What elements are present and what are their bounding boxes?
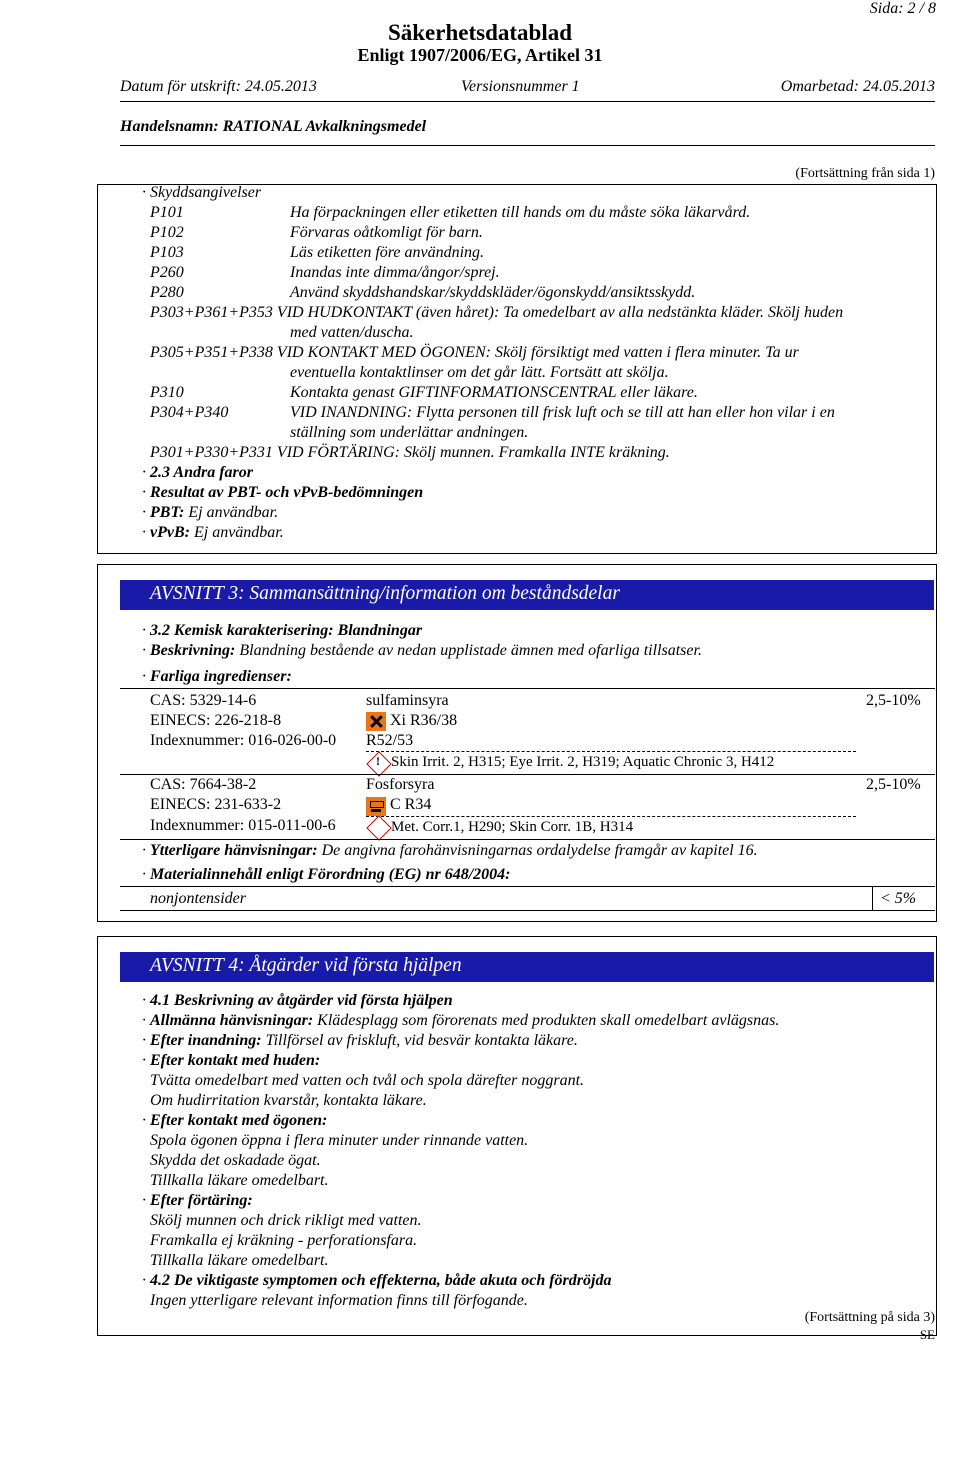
p-code: P102	[150, 224, 184, 241]
index-number: Indexnummer: 015-011-00-6	[150, 817, 336, 834]
content-value: < 5%	[880, 890, 917, 907]
ingredients-rule	[120, 688, 935, 689]
page-number: Sida: 2 / 8	[869, 0, 936, 17]
cas-number: CAS: 5329-14-6	[150, 692, 257, 709]
skin-line: Om hudirritation kvarstår, kontakta läkare.	[150, 1092, 427, 1109]
c-corrosive-icon	[366, 797, 386, 816]
clp-classification: Met. Corr.1, H290; Skin Corr. 1B, H314	[391, 819, 634, 835]
language-code: SE	[919, 1327, 935, 1342]
dsd-classification: Xi R36/38	[390, 712, 458, 729]
symptoms-heading: · 4.2 De viktigaste symptomen och effekterna, både akuta och fördröjda	[142, 1272, 612, 1289]
skin-heading: · Efter kontakt med huden:	[142, 1052, 321, 1069]
header-rule	[120, 101, 935, 102]
section4-title-bar	[120, 952, 934, 982]
section3-title-bar	[120, 580, 934, 610]
eye-line: Spola ögonen öppna i flera minuter under rinnande vatten.	[150, 1132, 529, 1149]
p304-line1: VID INANDNING: Flytta personen till frisk luft och se till att han eller hon vilar i en	[290, 404, 835, 421]
p-code: P260	[150, 264, 184, 281]
header-rule-2	[120, 145, 935, 146]
vpvb-line: · vPvB: Ej användbar.	[142, 524, 284, 541]
section4-sub: · 4.1 Beskrivning av åtgärder vid första hjälpen	[142, 992, 453, 1009]
general-advice: · Allmänna hänvisningar: Klädesplagg som förorenats med produkten skall omedelbart avlägsnas.	[142, 1012, 780, 1029]
material-content-heading: · Materialinnehåll enligt Förordning (EG) nr 648/2004:	[142, 866, 511, 883]
p303-line2: med vatten/duscha.	[290, 324, 414, 341]
ingestion-line: Skölj munnen och drick rikligt med vatten.	[150, 1212, 422, 1229]
einecs-number: EINECS: 226-218-8	[150, 712, 282, 729]
content-rule-bottom	[120, 910, 935, 911]
p-text: Läs etiketten före användning.	[290, 244, 485, 261]
content-divider	[872, 886, 873, 910]
p-code: P310	[150, 384, 184, 401]
section4-title: AVSNITT 4: Åtgärder vid första hjälpen	[150, 955, 462, 976]
ingestion-heading: · Efter förtäring:	[142, 1192, 253, 1209]
p-code: P304+P340	[150, 404, 229, 421]
p304-line2: ställning som underlättar andningen.	[290, 424, 529, 441]
divider	[366, 816, 856, 817]
skin-line: Tvätta omedelbart med vatten och tvål och spola därefter noggrant.	[150, 1072, 585, 1089]
continuation-to: (Fortsättning på sida 3)	[804, 1310, 935, 1325]
ingestion-line: Framkalla ej kräkning - perforationsfara.	[150, 1232, 418, 1249]
concentration: 2,5-10%	[866, 776, 921, 793]
p305-line1: P305+P351+P338 VID KONTAKT MED ÖGONEN: Skölj försiktigt med vatten i flera minuter. Ta ur	[150, 344, 799, 361]
document-title: Säkerhetsdatablad	[387, 20, 573, 45]
p-text: Ha förpackningen eller etiketten till hands om du måste söka läkarvård.	[290, 204, 751, 221]
dsd-classification: C R34	[390, 796, 432, 813]
precautions-heading: · Skyddsangivelser	[142, 184, 262, 201]
p-text: Kontakta genast GIFTINFORMATIONSCENTRAL eller läkare.	[290, 384, 698, 401]
substance-name: Fosforsyra	[366, 776, 435, 793]
ingestion-line: Tillkalla läkare omedelbart.	[150, 1252, 329, 1269]
section3-description: · Beskrivning: Blandning bestående av nedan upplistade ämnen med ofarliga tillsatser.	[142, 642, 702, 659]
p-code: P280	[150, 284, 184, 301]
p305-line2: eventuella kontaktlinser om det går lätt. Fortsätt att skölja.	[290, 364, 669, 381]
divider	[366, 751, 856, 752]
eye-line: Skydda det oskadade ögat.	[150, 1152, 321, 1169]
eye-line: Tillkalla läkare omedelbart.	[150, 1172, 329, 1189]
substance-name: sulfaminsyra	[366, 692, 449, 709]
continuation-from: (Fortsättning från sida 1)	[795, 166, 935, 181]
pbt-heading: · Resultat av PBT- och vPvB-bedömningen	[142, 484, 424, 501]
ingredients-heading: · Farliga ingredienser:	[142, 668, 292, 685]
einecs-number: EINECS: 231-633-2	[150, 796, 282, 813]
trade-name: Handelsnamn: RATIONAL Avkalkningsmedel	[120, 118, 427, 135]
version-number: Versionsnummer 1	[461, 78, 580, 95]
content-rule	[120, 886, 935, 887]
after-inhalation: · Efter inandning: Tillförsel av friskluft, vid besvär kontakta läkare.	[142, 1032, 578, 1049]
pbt-line: · PBT: Ej användbar.	[142, 504, 279, 521]
other-hazards-heading: · 2.3 Andra faror	[142, 464, 253, 481]
concentration: 2,5-10%	[866, 692, 921, 709]
ingredient-rule	[120, 839, 935, 840]
symptoms-text: Ingen ytterligare relevant information finns till förfogande.	[150, 1292, 528, 1309]
eye-heading: · Efter kontakt med ögonen:	[142, 1112, 328, 1129]
revision-date: Omarbetad: 24.05.2013	[780, 78, 935, 95]
p-text: Använd skyddshandskar/skyddskläder/ögonskydd/ansiktsskydd.	[290, 284, 696, 301]
p-text: Förvaras oåtkomligt för barn.	[290, 224, 483, 241]
p-text: Inandas inte dimma/ångor/sprej.	[290, 264, 500, 281]
cas-number: CAS: 7664-38-2	[150, 776, 257, 793]
section3-sub: · 3.2 Kemisk karakterisering: Blandningar	[142, 622, 423, 639]
dsd-classification-2: R52/53	[366, 732, 414, 749]
further-references: · Ytterligare hänvisningar: De angivna farohänvisningarnas ordalydelse framgår av kapitel 16.	[142, 842, 758, 859]
p303-line1: P303+P361+P353 VID HUDKONTAKT (även håret): Ta omedelbart av alla nedstänkta kläder. Skölj huden	[150, 304, 844, 321]
content-name: nonjontensider	[150, 890, 246, 907]
section3-title: AVSNITT 3: Sammansättning/information om beståndsdelar	[150, 583, 620, 604]
document-subtitle: Enligt 1907/2006/EG, Artikel 31	[357, 45, 603, 65]
p-code: P103	[150, 244, 184, 261]
print-date: Datum för utskrift: 24.05.2013	[120, 78, 317, 95]
clp-classification: Skin Irrit. 2, H315; Eye Irrit. 2, H319; Aquatic Chronic 3, H412	[391, 754, 775, 770]
p301-line: P301+P330+P331 VID FÖRTÄRING: Skölj munnen. Framkalla INTE kräkning.	[150, 444, 670, 461]
xi-irritant-icon	[366, 712, 386, 731]
exclamation-glyph: !	[376, 754, 380, 768]
ingredient-rule	[120, 774, 935, 775]
index-number: Indexnummer: 016-026-00-0	[150, 732, 337, 749]
p-code: P101	[150, 204, 184, 221]
